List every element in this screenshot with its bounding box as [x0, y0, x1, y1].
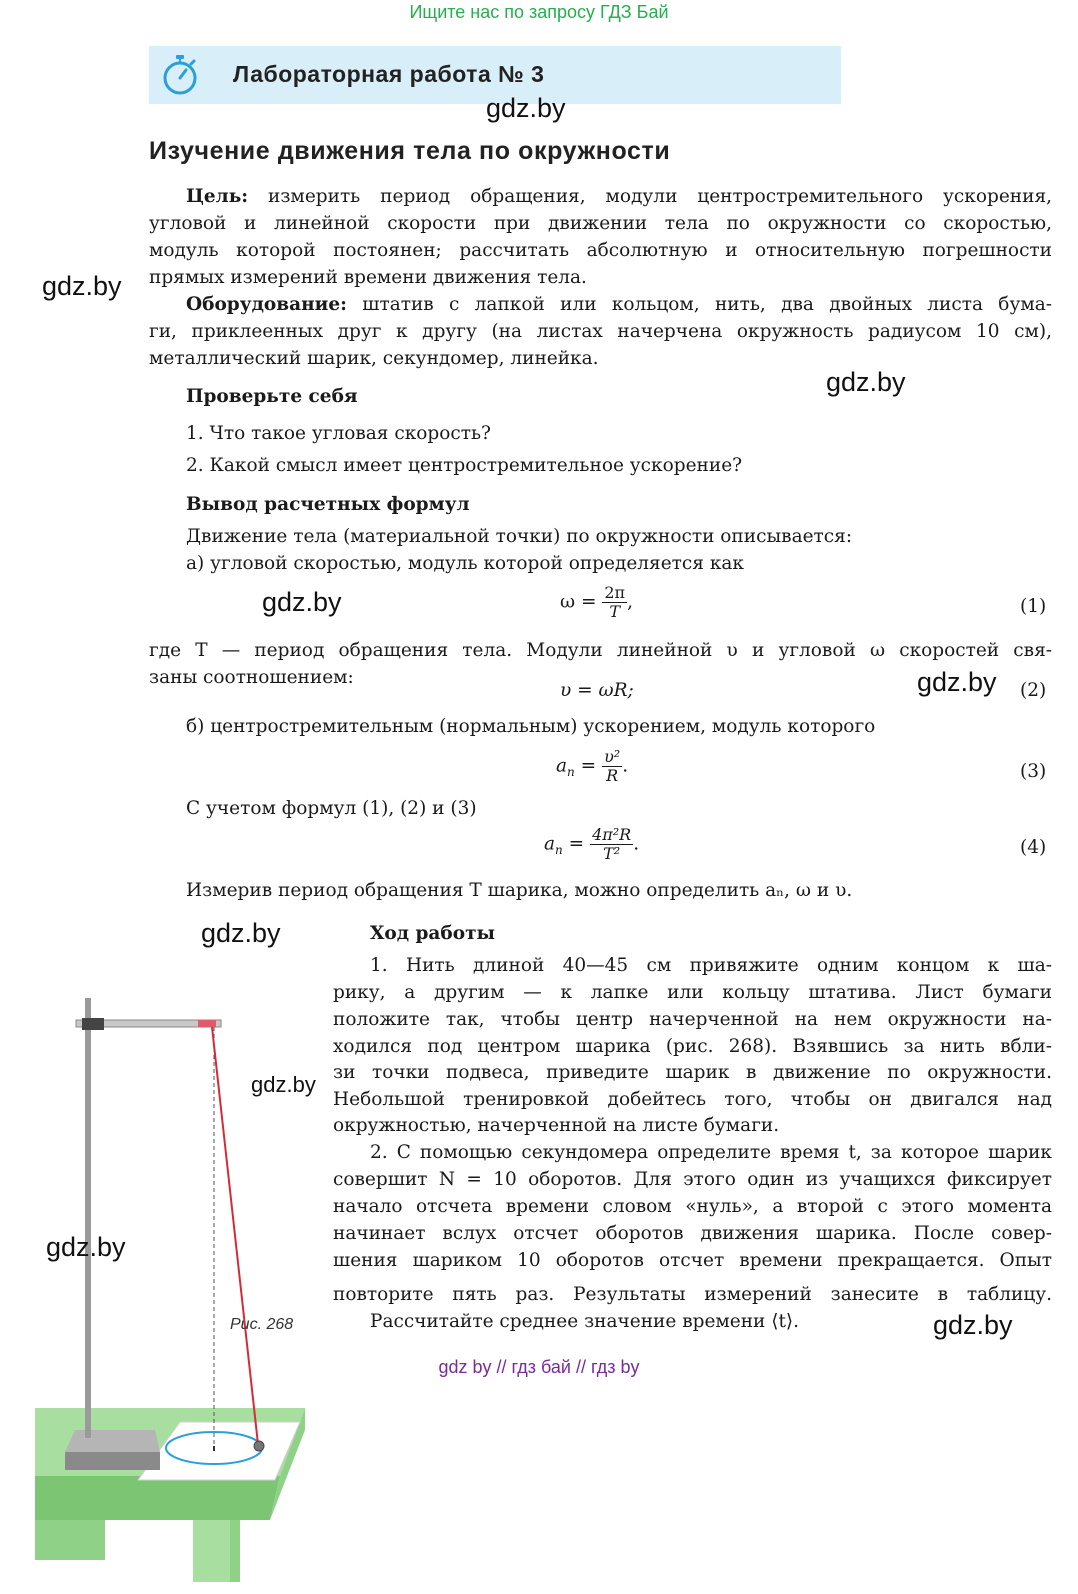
- equation-3-number: (3): [1020, 761, 1047, 782]
- goal-line-2: угловой и линейной скорости при движении тела по окружности со скоростью,: [149, 213, 1052, 234]
- equation-1-number: (1): [1020, 596, 1047, 617]
- equipment-line-2: ги, приклеенных друг к другу (на листах начерчена окружность радиусом 10 см),: [149, 321, 1052, 342]
- procedure-line-13: повторите пять раз. Результаты измерений занесите в таблицу.: [333, 1284, 1052, 1305]
- watermark: gdz.by: [917, 667, 997, 697]
- watermark: gdz.by: [262, 587, 342, 617]
- equation-4: $a_n$ = $\frac{\text{4π²R}}{\text{T²}}$ .: [544, 825, 640, 863]
- derivation-text-3: б) центростремительным (нормальным) ускорением, модуль которого: [186, 716, 876, 737]
- procedure-line-6: Небольшой тренировкой добейтесь того, чтобы он двигался над: [333, 1089, 1052, 1110]
- figure-caption: Рис. 268: [230, 1316, 294, 1333]
- derivation-intro-2: а) угловой скоростью, модуль которой определяется как: [186, 553, 744, 574]
- procedure-line-7: окружностью, начерченной на листе бумаги.: [333, 1115, 780, 1136]
- derivation-text-2b: заны соотношением:: [149, 667, 354, 688]
- stopwatch-icon: [160, 54, 200, 100]
- goal-line-1: Цель: измерить период обращения, модули центростремительного ускорения,: [186, 186, 1052, 207]
- section-title: Изучение движения тела по окружности: [149, 137, 671, 165]
- watermark: gdz.by: [251, 1072, 316, 1097]
- watermark: gdz.by: [486, 93, 566, 123]
- check-item-2: 2. Какой смысл имеет центростремительное ускорение?: [186, 455, 743, 476]
- goal-label: Цель:: [186, 186, 249, 207]
- equation-4-number: (4): [1020, 837, 1047, 858]
- equipment-label: Оборудование:: [186, 294, 347, 315]
- footer-links[interactable]: gdz by // гдз бай // гдз by: [438, 1357, 640, 1377]
- derivation-title: Вывод расчетных формул: [186, 494, 470, 515]
- equipment-line-1: Оборудование: штатив с лапкой или кольцом, нить, два двойных листа бума-: [186, 294, 1052, 315]
- equation-2-number: (2): [1020, 680, 1047, 701]
- watermark: gdz.by: [201, 918, 281, 948]
- procedure-title: Ход работы: [370, 923, 496, 944]
- procedure-line-11: начинает вслух отсчет оборотов движения шарика. После совер-: [333, 1223, 1052, 1244]
- procedure-line-9: совершит N = 10 оборотов. Для этого один из учащихся фиксирует: [333, 1169, 1052, 1190]
- watermark: gdz.by: [42, 271, 122, 301]
- derivation-text-2a: где T — период обращения тела. Модули линейной υ и угловой ω скоростей свя-: [149, 640, 1052, 661]
- procedure-line-5: зи точки подвеса, приведите шарик в движение по окружности.: [333, 1062, 1052, 1083]
- procedure-line-14: Рассчитайте среднее значение времени ⟨t⟩.: [370, 1311, 800, 1332]
- procedure-line-3: положите так, чтобы центр начерченной на нем окружности на-: [333, 1009, 1052, 1030]
- equation-1: ω = $\frac{2\pi}{T}$ ,: [560, 583, 633, 621]
- equation-2: υ = ωR;: [560, 680, 634, 701]
- derivation-intro-1: Движение тела (материальной точки) по окружности описывается:: [186, 526, 853, 547]
- procedure-line-10: начало отсчета времени словом «нуль», а второй с этого момента: [333, 1196, 1052, 1217]
- procedure-line-12: шения шариком 10 оборотов отсчет времени прекращается. Опыт: [333, 1250, 1052, 1271]
- procedure-line-4: ходился под центром шарика (рис. 268). Взявшись за нить вбли-: [333, 1036, 1052, 1057]
- top-banner[interactable]: Ищите нас по запросу ГДЗ Бай: [409, 2, 669, 22]
- goal-line-4: прямых измерений времени движения тела.: [149, 267, 587, 288]
- derivation-text-4: С учетом формул (1), (2) и (3): [186, 798, 477, 819]
- watermark: gdz.by: [46, 1232, 126, 1262]
- watermark: gdz.by: [933, 1310, 1013, 1340]
- equation-3: $a_n$ = $\frac{\text{υ²}}{R}$ .: [556, 747, 629, 785]
- goal-line-3: модуль которой постоянен; рассчитать абсолютную и относительную погрешности: [149, 240, 1052, 261]
- check-item-1: 1. Что такое угловая скорость?: [186, 423, 491, 444]
- watermark: gdz.by: [826, 367, 906, 397]
- procedure-line-8: 2. С помощью секундомера определите время t, за которое шарик: [370, 1142, 1052, 1163]
- procedure-line-2: рику, а другим — к лапке или кольцу штатива. Лист бумаги: [333, 982, 1052, 1003]
- check-title: Проверьте себя: [186, 386, 358, 407]
- equipment-line-3: металлический шарик, секундомер, линейка.: [149, 348, 599, 369]
- procedure-line-1: 1. Нить длиной 40—45 см привяжите одним концом к ша-: [370, 955, 1052, 976]
- lab-title: Лабораторная работа № 3: [233, 61, 545, 87]
- derivation-text-5: Измерив период обращения T шарика, можно определить aₙ, ω и υ.: [186, 880, 853, 901]
